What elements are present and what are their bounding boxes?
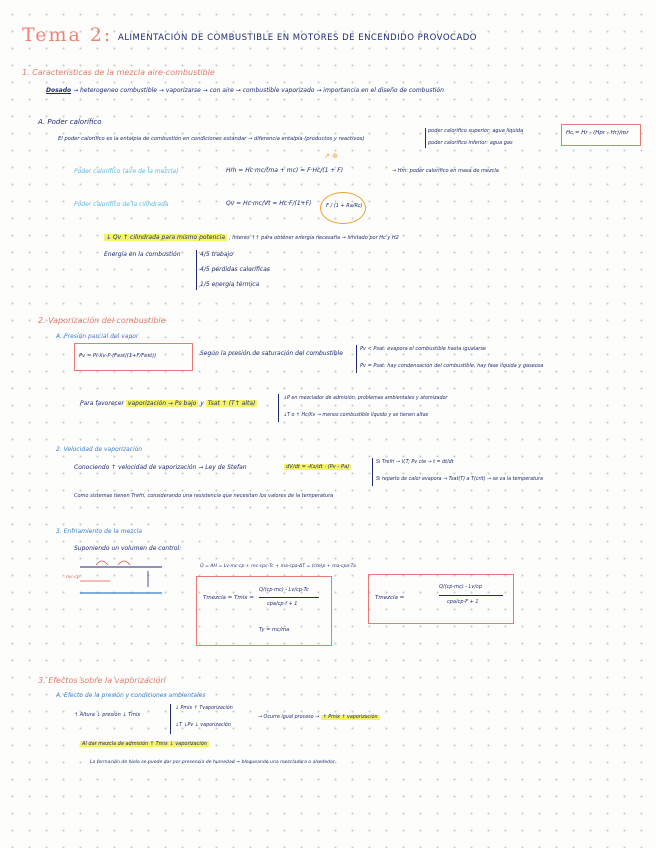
favorecer-bracket [278,394,279,422]
efecto-presion-heading: A. Efecto de la presión y condiciones ambientales [56,692,206,699]
favorecer-hl-2: Tsat ↑ (T↑ alta) [207,400,256,407]
presion-cond: Pv = Psat: hay condensación del combustible, hay fase líquida y gaseosa [360,363,544,369]
favorecer-line: Para favorecer vaporización → Ps bajo y Tsat ↑ (T↑ alta) [80,400,256,407]
pc-inferior: poder calorífico inferior: agua gas [428,140,513,146]
page-subtitle: ALIMENTACIÓN DE COMBUSTIBLE EN MOTORES DE ENCENDIDO PROVOCADO [118,33,477,43]
pc-vol-formula: Qv = Hc·mc/Vt = Hc·F/(1+F) [226,200,312,207]
enfriamiento-text: Suponiendo un volumen de control: [74,545,182,552]
velocidad-cond: Si reparto de calor evapora → Tsat(T) a T(crit) → se va la temperatura [376,477,543,482]
page-title: Tema 2: [22,24,113,46]
section-1-heading: 1. Características de la mezcla aire-combustible [22,68,215,77]
mezcla-admision-line: Al dar mezcla de admisión ↑ Tmix ↓ vaporización [82,741,207,747]
pc-mezcla-label: Poder calorífico (aire de la mezcla) [74,168,179,175]
favorecer-item: ↓P en mezclador de admisión, problemas ambientales y atomizador [283,396,448,401]
formula-box-tmix-2: Tmezcla = Q/(cp·mc) - Lv/cp cpa/cp·F + 1 [368,574,514,624]
velocidad-bracket [372,458,373,486]
energia-item: 4/5 pérdidas caloríficas [200,266,270,273]
cilindrada-highlight: ↓ Qv ↑ cilindrada para mismo potencia [106,234,226,241]
altura-after: → Ocurre igual proceso → ↑ Pmix ↑ vaporización [258,715,378,720]
circled-formula: F / (1 + Ra/Rc) [320,192,366,224]
favorecer-hl-1: vaporización → Ps bajo [127,400,197,407]
dosado-line [46,87,444,94]
poder-calorifico-heading: A. Poder calorífico [38,118,102,126]
pc-mezcla-note: → Hm: poder calorífico en masa de mezcla [392,168,499,174]
energia-item: 4/5 trabajo [200,251,233,258]
velocidad-text: Conociendo ↑ velocidad de vaporización → Ley de Stefan [74,464,247,471]
pc-vol-label: Poder calorífico de la cilindrada [74,201,169,208]
favorecer-item: ↓T o ↑ Hc/Kv → menos combustible líquido y se tienen altas [283,413,429,418]
altura-bracket [170,704,171,734]
section-2-heading: 2. Vaporización del combustible [38,316,166,325]
energia-label: Energía en la combustión [104,251,181,258]
formula-box-tmix-1: Tmezcla = Tmix = Q/(cp·mc) - Lv/cp·Tc cpa/cp·f + 1 Ty = mc/ma [196,576,332,646]
pc-superior: poder calorífico superior: agua líquida [428,128,524,134]
velocidad-note: Como sistemas tienen Trefri, considerando una resistencia que necesitan los valores de la temperatura [74,493,334,499]
velocidad-formula: dV/dt = -Ks/dt · (Pv - Pa) [286,464,350,470]
presion-bracket [356,345,357,373]
altura-item: ↓T ↓Pv ↓ vaporización [175,723,231,728]
flow-label: mc·cp [66,575,80,580]
presion-cond: Pv < Psat: evapora el combustible hasta igualarse [360,346,486,352]
energy-balance: Q = AH = Lv·mc·cp + mc·cpc·Tc + ma·cpa·ΔT = (cte)p + ma·cpa·Ta [200,564,356,569]
volume-control-diagram [70,555,170,605]
poder-calorifico-text: El poder calorífico es la entalpía de combustión en condiciones estándar → diferencia entalpía (productos y reactivos) [58,136,365,142]
pc-mezcla-formula: Hm = Hc·mc/(ma + mc) = F·Hc/(1 + F) [226,167,344,174]
altura-item: ↓ Pmix ↑ Tvaporización [175,706,233,711]
section-3-heading: 3. Efectos sobre la vaporización [38,676,166,685]
formula-box-pv: Pv = Pi·Xv·P·(Fest/(1+F/Fest)) [74,343,193,371]
pc-bracket [425,128,426,148]
cilindrada-line: ↓ Qv ↑ cilindrada para mismo potencia ; interés ↑↑ para obtener energía necesaria → limitado por Hc y H2 [106,234,399,241]
altura-line: ↑ Altura ↓ presión ↓ Tmix [74,712,141,718]
energia-bracket [196,250,197,290]
arrow-annotation: ↗ ⊕ [324,152,338,160]
presion-parcial-heading: A. Presión parcial del vapor [56,333,139,340]
velocidad-heading: 2. Velocidad de vaporización [56,446,143,453]
hielo-line: La formación de hielo se puede dar por presencia de humedad → bloqueando una mezcladora o alrededor [90,760,335,765]
presion-text: Según la presión de saturación del combustible [200,350,343,357]
dosado-text: → heterogeneo combustible → vaporizarse → con aire → combustible vaporizado → importancia en el diseño de combustión [73,87,444,94]
formula-box-hc: Hc = Hr - (Hpr - Hr)/mr [561,124,641,146]
energia-item: 1/5 energía térmica [200,281,260,288]
enfriamiento-heading: 3. Enfriamiento de la mezcla [56,528,143,535]
dosado-label: Dosado [46,87,72,94]
velocidad-cond: Si Trefri → V,T; Pv cte → t = dt/dt [376,460,454,465]
